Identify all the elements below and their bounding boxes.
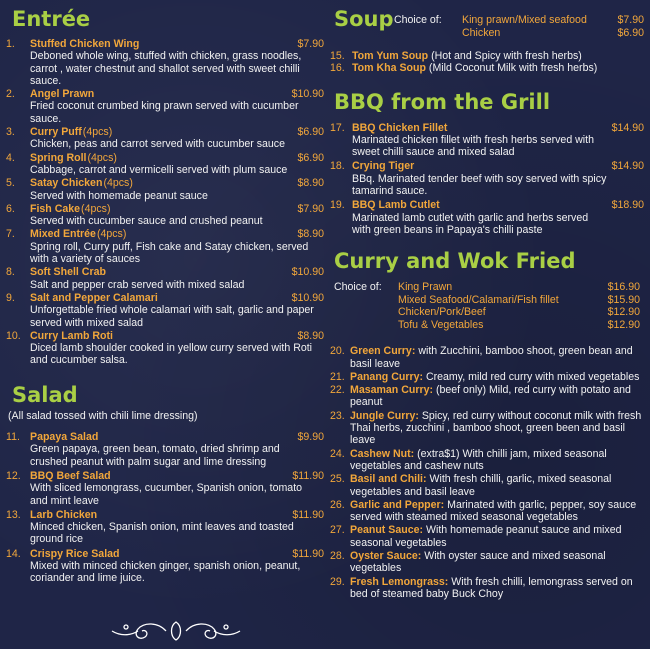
item-name: BBQ Lamb Cutlet: [352, 199, 440, 212]
item-description: With sliced lemongrass, cucumber, Spanish onion, tomato and mint leave: [30, 482, 303, 507]
choice-price: $6.90: [617, 26, 644, 39]
menu-item: [6, 228, 328, 265]
item-description: With fresh chilli, garlic, mixed seasonal vegetables and basil leave: [350, 473, 612, 498]
item-number: 25.: [330, 473, 345, 486]
salad-list: [6, 431, 328, 585]
item-quantity: (4pcs): [81, 202, 111, 215]
item-number: 26.: [330, 498, 345, 511]
item-header: [6, 203, 328, 215]
soup-title: Soup: [334, 7, 394, 31]
menu-item: [6, 509, 328, 546]
item-number: 18.: [330, 160, 345, 173]
bbq-list: [330, 122, 648, 237]
choice-row: [462, 27, 644, 40]
menu-item: [6, 330, 328, 367]
item-name: Crispy Rice Salad: [30, 547, 120, 560]
item-name: Stuffed Chicken Wing: [30, 38, 140, 50]
item-price: $8.90: [297, 329, 324, 342]
item-name: BBQ Chicken Fillet: [352, 121, 448, 134]
item-description: Spicy, red curry without coconut milk with fresh Thai herbs, zucchini , bamboo shoot, green been and basil leave: [350, 409, 642, 447]
choice-name: King prawn/Mixed seafood: [462, 14, 587, 26]
item-description: Served with homemade peanut sauce: [30, 189, 208, 202]
item-description: with Zucchini, bamboo shoot, green bean and basil leave: [350, 345, 633, 370]
item-number: 14.: [6, 547, 21, 560]
menu-item: [6, 152, 328, 177]
item-description: Marinated chicken fillet with fresh herbs served with sweet chilli sauce and mixed salad: [352, 133, 594, 159]
item-name: Fresh Lemongrass:: [350, 575, 449, 588]
menu-item: [6, 548, 328, 585]
item-name: Salt and Pepper Calamari: [30, 291, 158, 304]
item-header: [6, 88, 328, 100]
soup-choices: [462, 14, 644, 39]
item-body: [350, 384, 648, 409]
item-number: 16.: [330, 62, 345, 75]
menu-item: [330, 499, 648, 524]
item-price: $11.90: [292, 469, 324, 482]
curry-choices-block: [330, 281, 648, 335]
item-number: 17.: [330, 121, 345, 134]
item-number: 13.: [6, 508, 21, 521]
item-description: Mixed with minced chicken ginger, spanish onion, peanut, coriander and lime juice.: [30, 559, 301, 585]
item-header: [6, 509, 328, 521]
menu-item: [330, 448, 648, 473]
menu-item: [6, 266, 328, 291]
item-description: Unforgettable fried whole calamari with salt, garlic and paper served with mixed salad: [30, 304, 314, 329]
menu-item: [330, 371, 648, 383]
menu-item: [6, 126, 328, 151]
item-quantity: (4pcs): [96, 228, 127, 241]
menu-item: [330, 384, 648, 409]
item-description: Diced lamb shoulder cooked in yellow curry served with Roti and cucumber salsa.: [30, 342, 313, 367]
item-name: Crying Tiger: [352, 160, 415, 173]
right-column: [330, 0, 648, 601]
item-name: Soft Shell Crab: [30, 266, 106, 279]
item-name: Garlic and Pepper:: [350, 498, 445, 511]
menu-item: [330, 199, 648, 236]
item-header: [6, 431, 328, 443]
choice-name: Chicken: [462, 26, 501, 39]
entree-list: [6, 38, 328, 367]
item-price: $14.90: [611, 121, 644, 134]
item-name: Oyster Sauce:: [350, 550, 422, 563]
choice-row: [398, 281, 644, 294]
item-body: [350, 448, 648, 473]
item-description: Deboned whole wing, stuffed with chicken, grass noodles, carrot , water chestnut and shallot served with sweet chilli sauce.: [30, 50, 302, 87]
item-description: (beef only) Mild, red curry with potato and peanut: [350, 384, 631, 409]
item-price: $10.90: [291, 88, 324, 101]
bbq-title: BBQ from the Grill: [334, 89, 551, 114]
item-price: $11.90: [292, 508, 324, 521]
item-name: Curry Lamb Roti: [30, 329, 113, 342]
item-header: [6, 152, 328, 164]
item-number: 22.: [330, 384, 345, 397]
item-name: Peanut Sauce:: [350, 524, 424, 537]
item-description: (Mild Coconut Milk with fresh herbs): [428, 62, 598, 75]
item-body: [350, 499, 648, 524]
menu-item: [330, 524, 648, 549]
menu-item: [6, 177, 328, 202]
item-number: 20.: [330, 345, 345, 358]
menu-item: [6, 38, 328, 87]
item-body: [350, 473, 648, 498]
menu-item: [6, 292, 328, 329]
item-body: [350, 524, 648, 549]
item-name: Spring Roll: [30, 151, 87, 164]
choice-name: King Prawn: [398, 281, 453, 294]
item-header: [6, 548, 328, 560]
item-price: $7.90: [297, 202, 324, 215]
item-description: Fried coconut crumbed king prawn served with cucumber sauce.: [30, 100, 299, 125]
item-description: With fresh chilli, lemongrass served on bed of steamed baby Buck Choy: [350, 575, 633, 600]
choice-name: Chicken/Pork/Beef: [398, 306, 486, 319]
choice-row: [462, 14, 644, 27]
item-number: 11.: [6, 431, 20, 444]
item-body: [350, 371, 645, 383]
item-price: $9.90: [297, 431, 324, 444]
item-description: Cabbage, carrot and vermicelli served with plum sauce: [30, 163, 288, 176]
item-header: [6, 228, 328, 240]
item-description: Salt and pepper crab served with mixed salad: [30, 278, 245, 291]
item-name: Cashew Nut:: [350, 447, 415, 460]
item-description: Green papaya, green bean, tomato, dried shrimp and crushed peanut with palm sugar and lime dressing: [30, 443, 280, 468]
choice-name: Mixed Seafood/Calamari/Fish fillet: [398, 293, 559, 306]
item-name: Fish Cake: [30, 202, 81, 215]
item-name: Green Curry:: [350, 345, 416, 358]
choice-price: $15.90: [607, 293, 640, 306]
item-description: With homemade peanut sauce and mixed seasonal vegetables: [350, 524, 622, 549]
menu-item: [6, 203, 328, 228]
item-price: $11.90: [292, 547, 324, 560]
item-number: 24.: [330, 447, 345, 460]
item-price: $8.90: [297, 177, 324, 190]
item-number: 2.: [6, 88, 15, 101]
item-number: 29.: [330, 575, 345, 588]
menu-item: [330, 160, 648, 197]
item-price: $10.90: [291, 291, 324, 304]
item-name: Panang Curry:: [350, 370, 423, 383]
item-body: [352, 50, 582, 62]
item-name: Tom Yum Soup: [352, 50, 429, 62]
menu-item: [330, 550, 648, 575]
item-name: Angel Prawn: [30, 88, 95, 101]
item-name: Tom Kha Soup: [352, 62, 426, 75]
item-description: BBq. Marinated tender beef with soy served with spicy tamarind sauce.: [352, 172, 607, 198]
item-description: Served with cucumber sauce and crushed peanut: [30, 215, 263, 228]
item-description: With oyster sauce and mixed seasonal vegetables: [350, 550, 606, 575]
item-number: 5.: [6, 177, 15, 190]
item-price: $6.90: [297, 126, 324, 139]
salad-title: Salad: [12, 382, 78, 407]
choice-price: $7.90: [617, 14, 644, 26]
item-name: Papaya Salad: [30, 431, 99, 444]
item-header: [330, 122, 648, 134]
item-number: 21.: [330, 370, 345, 383]
item-body: [350, 345, 648, 370]
item-number: 1.: [6, 38, 15, 50]
menu-item: [330, 576, 648, 601]
item-price: $14.90: [611, 160, 644, 173]
item-number: 28.: [330, 550, 345, 563]
menu-item: [330, 410, 648, 447]
menu-item: [330, 50, 648, 62]
item-description: Minced chicken, Spanish onion, mint leaves and toasted ground rice: [30, 521, 294, 546]
choice-row: [398, 319, 644, 332]
item-header: [6, 126, 328, 138]
item-price: $6.90: [297, 151, 324, 164]
soup-header: [330, 0, 648, 50]
curry-title: Curry and Wok Fried: [334, 249, 576, 274]
item-description: Chicken, peas and carrot served with cucumber sauce: [30, 138, 285, 151]
item-body: [350, 410, 648, 447]
item-description: Marinated with garlic, pepper, soy sauce served with steamed mixed seasonal vegetables: [350, 498, 637, 524]
item-name: Curry Puff: [30, 126, 82, 139]
item-name: Jungle Curry:: [350, 409, 419, 422]
menu-item: [6, 88, 328, 125]
item-body: [352, 62, 597, 74]
menu-item: [6, 470, 328, 507]
item-description: (Hot and Spicy with fresh herbs): [431, 50, 582, 62]
choice-row: [398, 306, 644, 319]
item-name: Mixed Entrée: [30, 228, 96, 241]
curry-choices: [398, 281, 644, 331]
curry-list: [330, 345, 648, 600]
item-body: [350, 576, 648, 601]
menu-item: [330, 62, 648, 74]
item-quantity: (4pcs): [87, 151, 117, 164]
entree-title: Entrée: [12, 7, 91, 31]
item-number: 3.: [6, 126, 15, 139]
ornament-divider: [106, 618, 246, 644]
menu-item: [330, 122, 648, 159]
item-price: $8.90: [297, 228, 324, 241]
item-header: [330, 160, 648, 172]
item-header: [6, 177, 328, 189]
item-header: [6, 38, 328, 50]
item-header: [6, 470, 328, 482]
choice-price: $12.90: [607, 306, 640, 319]
item-description: Marinated lamb cutlet with garlic and herbs served with green beans in Papaya's chilli paste: [352, 211, 589, 236]
item-number: 19.: [330, 199, 345, 212]
soup-choice-label: Choice of:: [394, 14, 442, 26]
item-description: Creamy, mild red curry with mixed vegetables: [425, 370, 640, 383]
item-number: 9.: [6, 291, 15, 304]
item-header: [6, 292, 328, 304]
soup-list: [330, 50, 648, 75]
item-header: [6, 266, 328, 278]
item-header: [330, 199, 648, 211]
item-description: (extra$1) With chilli jam, mixed seasonal vegetables and cashew nuts: [350, 447, 607, 472]
item-number: 27.: [330, 524, 345, 537]
item-description: Spring roll, Curry puff, Fish cake and Satay chicken, served with a variety of sauces: [30, 240, 309, 266]
item-name: Masaman Curry:: [350, 384, 434, 397]
menu-item: [330, 473, 648, 498]
item-header: [6, 330, 328, 342]
item-price: $7.90: [297, 38, 324, 50]
item-name: Satay Chicken: [30, 177, 103, 190]
item-name: Basil and Chili:: [350, 473, 427, 486]
item-number: 10.: [6, 329, 21, 342]
item-number: 15.: [330, 50, 345, 62]
menu-item: [330, 345, 648, 370]
item-name: BBQ Beef Salad: [30, 469, 111, 482]
item-name: Larb Chicken: [30, 508, 98, 521]
item-number: 23.: [330, 409, 345, 422]
left-column: [6, 0, 328, 587]
menu-item: [6, 431, 328, 468]
choice-row: [398, 294, 644, 307]
item-quantity: (4pcs): [103, 177, 133, 190]
item-price: $10.90: [291, 266, 324, 279]
item-number: 12.: [6, 469, 21, 482]
item-quantity: (4pcs): [82, 126, 113, 139]
salad-subtitle: (All salad tossed with chili lime dressing): [8, 409, 198, 422]
choice-price: $12.90: [607, 318, 640, 331]
item-number: 8.: [6, 266, 15, 279]
item-body: [350, 550, 648, 575]
item-number: 4.: [6, 151, 15, 164]
item-price: $18.90: [611, 199, 644, 212]
item-number: 7.: [6, 228, 15, 241]
curry-choice-label: Choice of:: [334, 281, 382, 294]
item-number: 6.: [6, 202, 15, 215]
choice-price: $16.90: [607, 281, 640, 294]
choice-name: Tofu & Vegetables: [398, 318, 484, 331]
